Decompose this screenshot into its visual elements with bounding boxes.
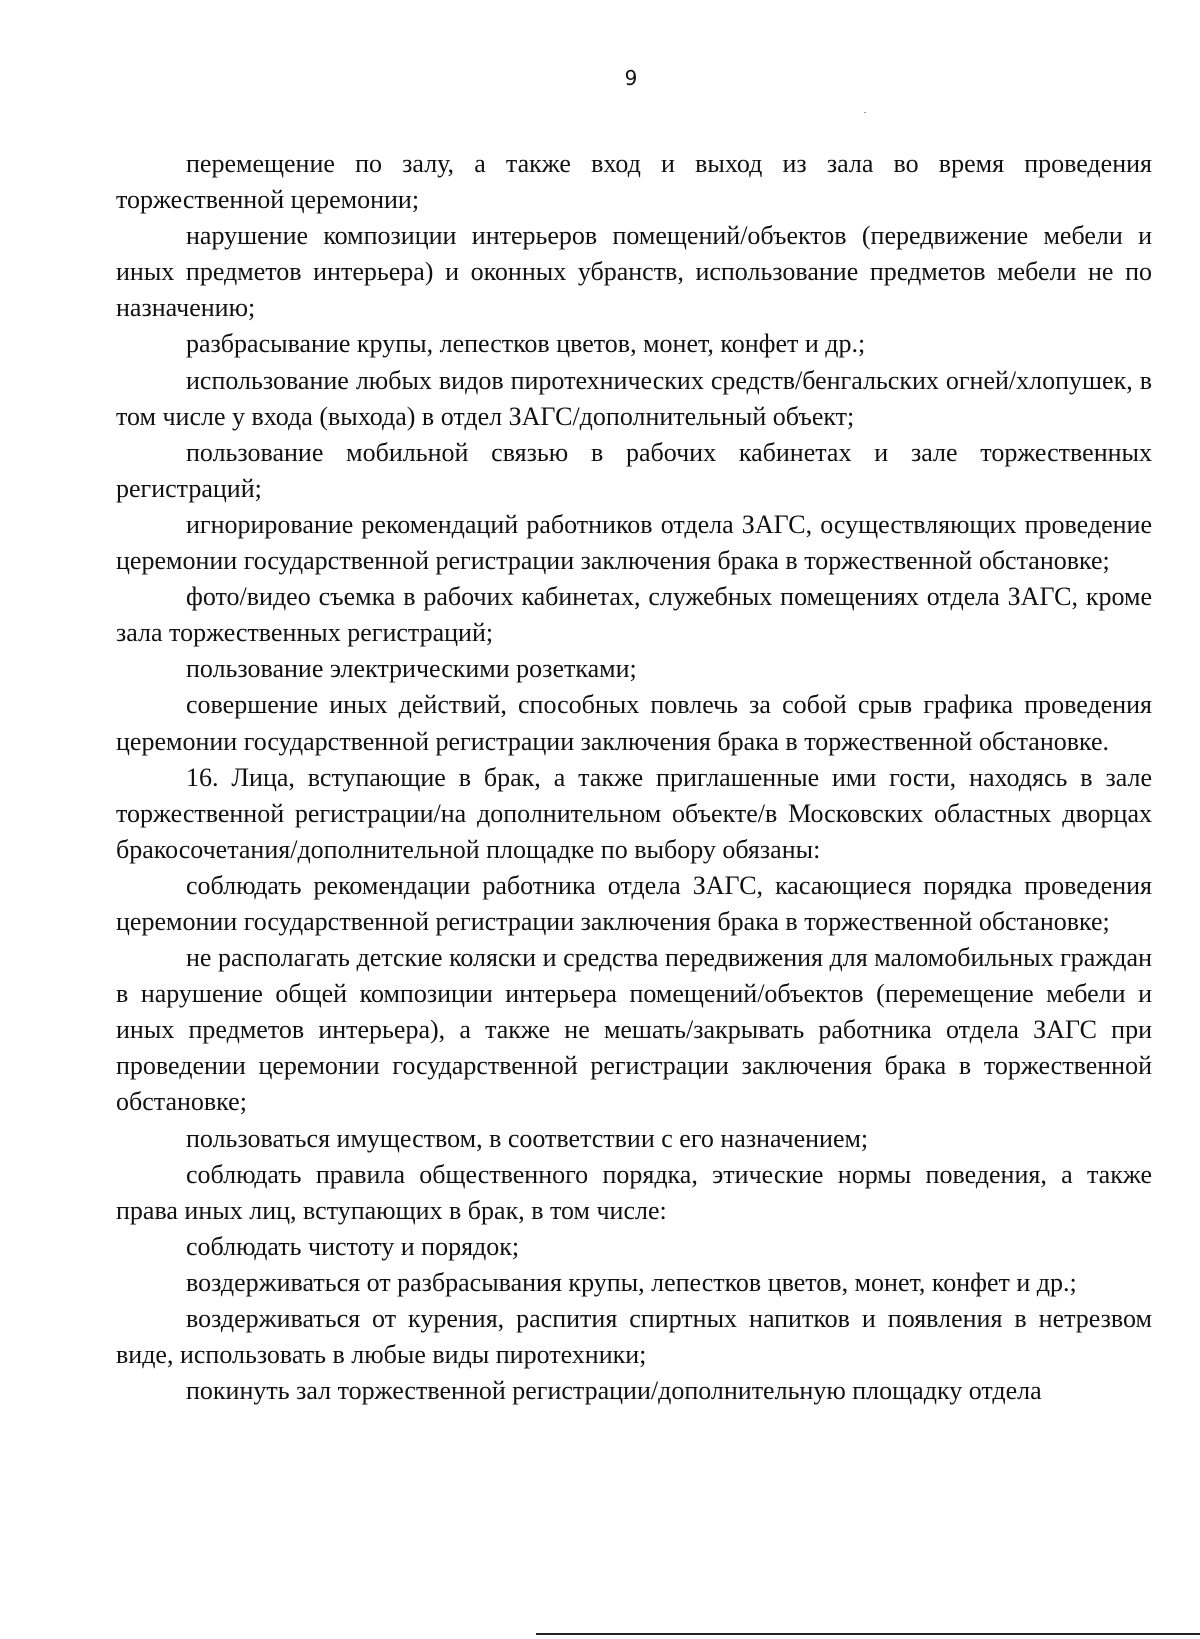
paragraph: не располагать детские коляски и средства передвижения для маломобильных граждан в нарушение общей композиции интерьера помещений/объектов (перемещение мебели и иных предметов интерьера), а также не мешать/закрывать работника отдела ЗАГС при проведении церемонии государственной регистрации заключения брака в торжественной обстановке;	[116, 943, 1152, 1117]
paragraph: нарушение композиции интерьеров помещений/объектов (передвижение мебели и иных предметов интерьера) и оконных убранств, использование предметов мебели не по назначению;	[116, 221, 1152, 323]
paragraph: пользование мобильной связью в рабочих кабинетах и зале торжественных регистраций;	[116, 437, 1152, 503]
numbered-paragraph-16: 16. Лица, вступающие в брак, а также приглашенные ими гости, находясь в зале торжественной регистрации/на дополнительном объекте/в Московских областных дворцах бракосочетания/дополнительной площадке по выбору обязаны:	[116, 762, 1152, 864]
paragraph: воздерживаться от курения, распития спиртных напитков и появления в нетрезвом виде, использовать в любые виды пиротехники;	[116, 1304, 1152, 1370]
paragraph: пользование электрическими розетками;	[186, 654, 637, 684]
paragraph: совершение иных действий, способных повлечь за собой срыв графика проведения церемонии государственной регистрации заключения брака в торжественной обстановке.	[116, 690, 1152, 756]
document-body	[116, 146, 1152, 1409]
paragraph: соблюдать рекомендации работника отдела ЗАГС, касающиеся порядка проведения церемонии государственной регистрации заключения брака в торжественной обстановке;	[116, 870, 1152, 936]
paragraph: разбрасывание крупы, лепестков цветов, монет, конфет и др.;	[186, 329, 866, 359]
paragraph: воздерживаться от разбрасывания крупы, лепестков цветов, монет, конфет и др.;	[186, 1267, 1077, 1297]
paragraph: перемещение по залу, а также вход и выход из зала во время проведения торжественной церемонии;	[116, 149, 1152, 215]
paragraph: покинуть зал торжественной регистрации/дополнительную площадку отдела	[186, 1376, 1042, 1406]
page-number: 9	[624, 66, 638, 90]
bottom-edge-rule	[536, 1633, 1200, 1635]
paragraph: использование любых видов пиротехнических средств/бенгальских огней/хлопушек, в том числе у входа (выхода) в отдел ЗАГС/дополнительный объект;	[116, 365, 1152, 431]
scan-speck	[864, 112, 866, 113]
paragraph: игнорирование рекомендаций работников отдела ЗАГС, осуществляющих проведение церемонии государственной регистрации заключения брака в торжественной обстановке;	[116, 509, 1152, 576]
paragraph: пользоваться имуществом, в соответствии с его назначением;	[186, 1123, 869, 1153]
paragraph: фото/видео съемка в рабочих кабинетах, служебных помещениях отдела ЗАГС, кроме зала торжественных регистраций;	[116, 582, 1152, 648]
paragraph: соблюдать чистоту и порядок;	[186, 1231, 520, 1261]
paragraph: соблюдать правила общественного порядка, этические нормы поведения, а также права иных лиц, вступающих в брак, в том числе:	[116, 1159, 1152, 1225]
